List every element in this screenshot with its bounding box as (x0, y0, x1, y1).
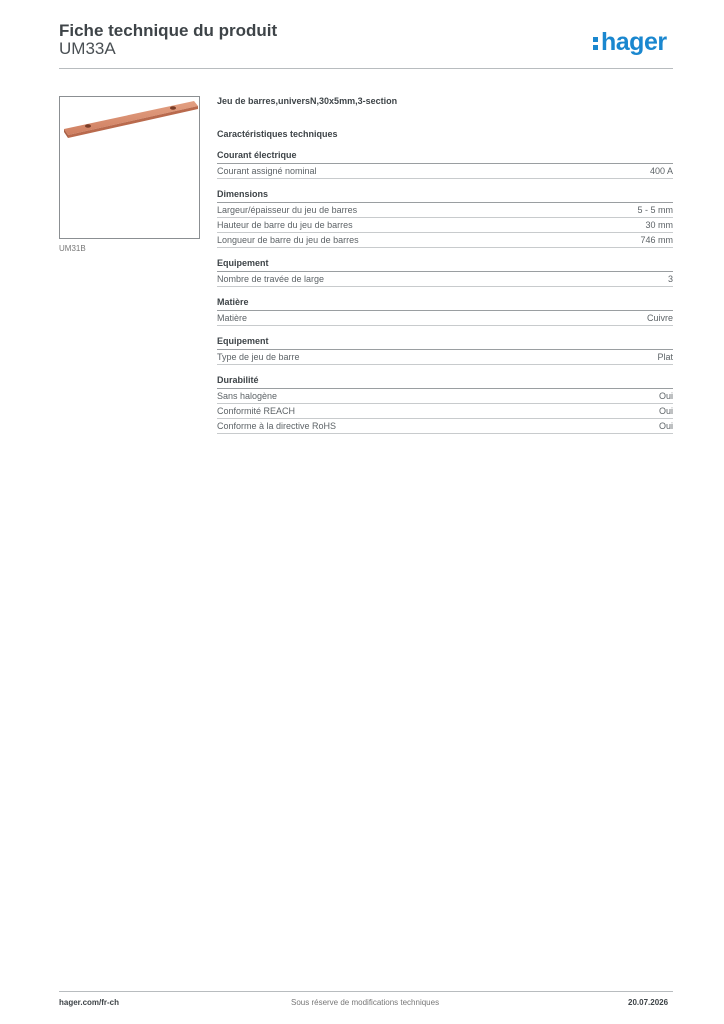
spec-label: Courant assigné nominal (217, 166, 317, 176)
spec-row (217, 419, 673, 434)
product-image-frame (59, 96, 200, 239)
product-details (217, 96, 673, 434)
section-title: Courant électrique (217, 150, 673, 164)
section-equipement-2 (217, 336, 673, 365)
spec-label: Conforme à la directive RoHS (217, 421, 337, 431)
logo-dots-icon (593, 28, 600, 48)
product-name: Jeu de barres,universN,30x5mm,3-section (217, 96, 398, 106)
section-title: Durabilité (217, 375, 673, 389)
spec-label: Sans halogène (217, 391, 278, 401)
tech-characteristics-title: Caractéristiques techniques (217, 129, 338, 139)
spec-label: Largeur/épaisseur du jeu de barres (217, 205, 358, 215)
spec-label: Conformité REACH (217, 406, 296, 416)
spec-row (217, 350, 673, 365)
footer-website-link[interactable]: hager.com/fr-ch (59, 998, 120, 1007)
spec-row (217, 272, 673, 287)
header-divider (59, 68, 673, 69)
spec-row (217, 404, 673, 419)
logo-text: hager (601, 28, 667, 56)
spec-value: Oui (658, 391, 673, 401)
section-matiere (217, 297, 673, 326)
footer-date: 20.07.2026 (628, 998, 669, 1007)
spec-label: Hauteur de barre du jeu de barres (217, 220, 353, 230)
spec-label: Type de jeu de barre (217, 352, 300, 362)
section-title: Matière (217, 297, 673, 311)
spec-label: Matière (217, 313, 248, 323)
spec-label: Longueur de barre du jeu de barres (217, 235, 359, 245)
spec-row (217, 164, 673, 179)
hager-logo (593, 28, 667, 58)
spec-row (217, 389, 673, 404)
spec-value: Oui (658, 421, 673, 431)
spec-row (217, 311, 673, 326)
copper-busbar-image (60, 97, 199, 238)
spec-value: 400 A (649, 166, 673, 176)
spec-value: 3 (667, 274, 673, 284)
image-caption: UM31B (59, 244, 86, 253)
section-equipement (217, 258, 673, 287)
spec-value: Plat (657, 352, 673, 362)
spec-value: Oui (658, 406, 673, 416)
spec-row (217, 233, 673, 248)
spec-value: 746 mm (640, 235, 673, 245)
section-title: Dimensions (217, 189, 673, 203)
spec-value: 30 mm (645, 220, 673, 230)
product-reference: UM33A (59, 39, 116, 58)
footer-notice: Sous réserve de modifications techniques (291, 998, 440, 1007)
footer-divider (59, 991, 673, 992)
spec-label: Nombre de travée de large (217, 274, 325, 284)
section-durabilite (217, 375, 673, 434)
spec-row (217, 203, 673, 218)
document-title: Fiche technique du produit (59, 21, 278, 40)
spec-value: Cuivre (646, 313, 673, 323)
section-courant-electrique (217, 150, 673, 179)
spec-row (217, 218, 673, 233)
section-title: Equipement (217, 336, 673, 350)
section-dimensions (217, 189, 673, 248)
spec-value: 5 - 5 mm (637, 205, 673, 215)
section-title: Equipement (217, 258, 673, 272)
